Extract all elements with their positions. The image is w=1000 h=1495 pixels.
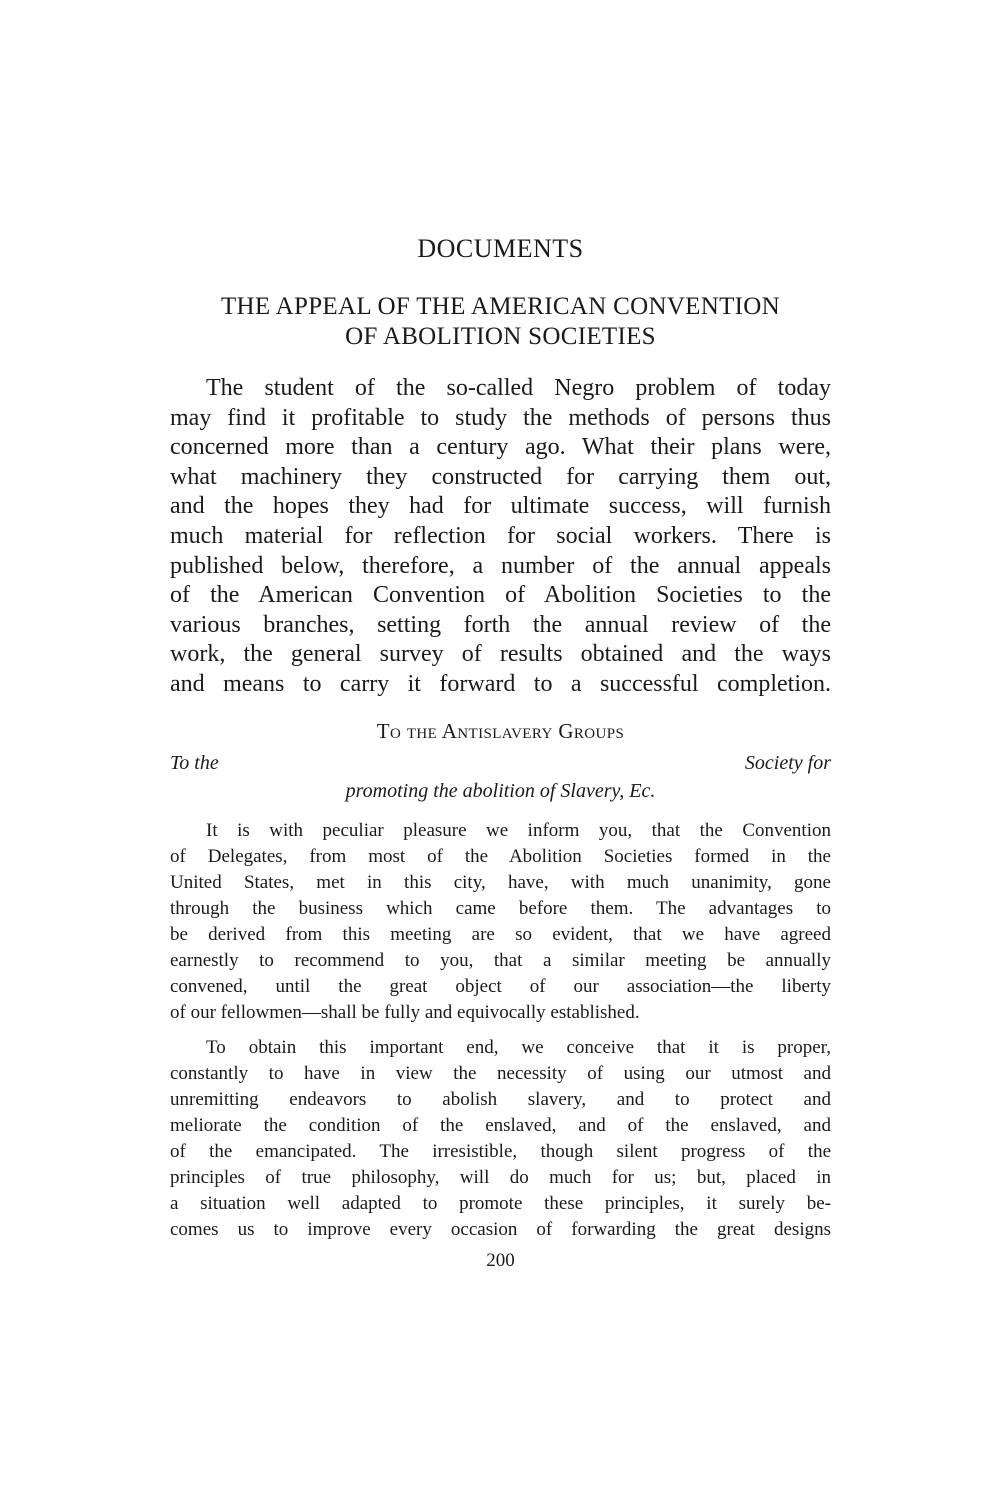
text-line: and means to carry it forward to a successful completion. xyxy=(170,670,831,697)
text-line: much material for reflection for social workers. There is xyxy=(170,522,831,549)
section-title: DOCUMENTS xyxy=(417,234,584,263)
text-line: and the hopes they had for ultimate success, will furnish xyxy=(170,493,831,520)
article-title-line: THE APPEAL OF THE AMERICAN CONVENTION xyxy=(220,293,781,320)
article-title-line: OF ABOLITION SOCIETIES xyxy=(345,323,656,350)
letter-paragraph-1 xyxy=(170,818,831,1026)
text-line: convened, until the great object of our association—the liberty xyxy=(170,976,831,997)
address-right: Society for xyxy=(744,752,831,774)
text-line: may find it profitable to study the methods of persons thus xyxy=(170,404,831,431)
text-line: principles of true philosophy, will do much for us; but, placed in xyxy=(170,1167,831,1188)
text-line: The student of the so-called Negro problem of today xyxy=(206,375,831,401)
text-line: published below, therefore, a number of the annual appeals xyxy=(170,552,831,579)
text-line: what machinery they constructed for carrying them out, xyxy=(170,463,831,490)
text-line: of the emancipated. The irresistible, though silent progress of the xyxy=(170,1141,831,1162)
address-left: To the xyxy=(170,752,219,774)
subheading: To the Antislavery Groups xyxy=(376,719,625,743)
article-title xyxy=(170,292,831,352)
text-line: unremitting endeavors to abolish slavery, and to protect and xyxy=(170,1089,831,1110)
text-line: meliorate the condition of the enslaved, and of the enslaved, and xyxy=(170,1115,831,1136)
address-continuation: promoting the abolition of Slavery, Ec. xyxy=(345,780,656,802)
text-line: be derived from this meeting are so evident, that we have agreed xyxy=(170,924,831,945)
text-line: constantly to have in view the necessity of using our utmost and xyxy=(170,1063,831,1084)
text-line: To obtain this important end, we conceive that it is proper, xyxy=(206,1037,831,1058)
text-line: United States, met in this city, have, with much unanimity, gone xyxy=(170,872,831,893)
text-line: through the business which came before them. The advantages to xyxy=(170,898,831,919)
text-line: comes us to improve every occasion of forwarding the great designs xyxy=(170,1219,831,1240)
text-line: earnestly to recommend to you, that a similar meeting be annually xyxy=(170,950,831,971)
text-line: It is with peculiar pleasure we inform you, that the Convention xyxy=(206,820,831,841)
text-line: work, the general survey of results obtained and the ways xyxy=(170,641,831,668)
text-line: of the American Convention of Abolition Societies to the xyxy=(170,582,831,609)
letter-paragraph-2 xyxy=(170,1035,831,1243)
text-line: concerned more than a century ago. What their plans were, xyxy=(170,434,831,461)
text-line: of Delegates, from most of the Abolition Societies formed in the xyxy=(170,846,831,867)
text-line: a situation well adapted to promote these principles, it surely be- xyxy=(170,1193,831,1214)
text-line: of our fellowmen—shall be fully and equivocally established. xyxy=(170,1002,640,1023)
page-number: 200 xyxy=(486,1250,515,1271)
text-line: various branches, setting forth the annual review of the xyxy=(170,611,831,638)
intro-paragraph xyxy=(170,374,831,700)
